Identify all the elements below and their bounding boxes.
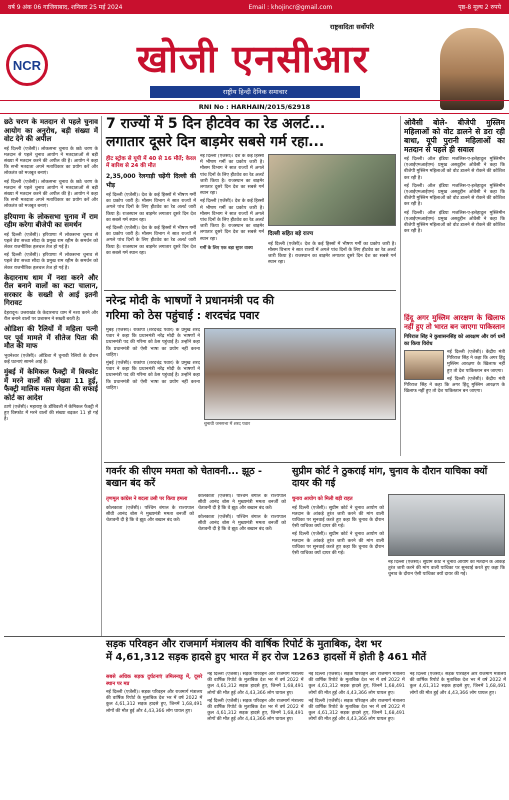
owaisi-body-repeat: नई दिल्ली। ऑल इंडिया मजलिस-ए-इत्तेहादुल मुस्लिमीन (एआईएमआईएम) प्रमुख असदुद्दीन ओवैसी ने कहा कि बीजेपी मुस्लिम महिलाओं को वोट डालने से रोकने की कोशिश कर रही है। bbox=[404, 183, 505, 208]
mamata-body-repeat: कोलकाता (एजेंसी)। पश्चिम बंगाल के राज्यपाल सीवी आनंद बोस ने मुख्यमंत्री ममता बनर्जी को चेतावनी दी है कि वे झूठ और बखान बंद करें। bbox=[198, 494, 286, 512]
mamata-headline[interactable]: गवर्नर की सीएम ममता को चेतावनी... झूठ - बखान बंद करें bbox=[106, 466, 262, 489]
pages-info: पृष्ठ-8 मूल्य 2 रुपये bbox=[458, 4, 501, 11]
divider-mamata bbox=[104, 462, 505, 463]
lead-body-col2: नई दिल्ली (एजेंसी)। देश के कई हिस्सों में भीषण गर्मी का प्रकोप जारी है। मौसम विभाग ने सात राज्यों में अगले पांच दिनों के लिए हीटवेव का रेड अलर्ट जारी किया है। राजस्थान का बाड़मेर लगातार दूसरे दिन देश का सबसे गर्म स्थान रहा। bbox=[200, 154, 264, 197]
mamata-body-repeat2: कोलकाता (एजेंसी)। पश्चिम बंगाल के राज्यपाल सीवी आनंद बोस ने मुख्यमंत्री ममता बनर्जी को चेतावनी दी है कि वे झूठ और बखान बंद करें। bbox=[198, 514, 286, 533]
lead-body-repeat: नई दिल्ली (एजेंसी)। देश के कई हिस्सों में भीषण गर्मी का प्रकोप जारी है। मौसम विभाग ने सात राज्यों में अगले पांच दिनों के लिए हीटवेव का रेड अलर्ट जारी किया है। राजस्थान का बाड़मेर लगातार दूसरे दिन देश का सबसे गर्म स्थान रहा। bbox=[106, 226, 196, 256]
road-headline-1[interactable]: सड़क परिवहन और राजमार्ग मंत्रालय की वार्षिक रिपोर्ट के मुताबिक, देश भर bbox=[106, 639, 382, 650]
lead-story-col3 bbox=[268, 228, 396, 284]
modi-story bbox=[106, 328, 200, 438]
story1-body-repeat: नई दिल्ली (एजेंसी)। लोकसभा चुनाव के छठे चरण के मतदान से पहले चुनाव आयोग ने मतदाताओं से बड़ी संख्या में मतदान करने की अपील की है। आयोग ने कहा कि सभी मतदाता अपने मताधिकार का प्रयोग करें और लोकतंत्र को मजबूत बनाएं। bbox=[4, 179, 98, 210]
story1-headline[interactable]: छठे चरण के मतदान से पहले चुनाव आयोग का अनुरोध, बड़ी संख्या में वोट देने की अपील bbox=[4, 118, 98, 143]
road-body-repeat3: नई दिल्ली (एजेंसी)। सड़क परिवहन और राजमार्ग मंत्रालय की वार्षिक रिपोर्ट के मुताबिक देश भर में वर्ष 2022 में कुल 4,61,312 सड़क हादसे हुए, जिनमें 1,68,491 लोगों की मौत हुई और 4,43,366 लोग घायल हुए। bbox=[308, 672, 405, 696]
left-column bbox=[4, 116, 98, 796]
divider-modi bbox=[104, 290, 396, 291]
tagline: राष्ट्रवादिता सर्वोपरि bbox=[330, 23, 374, 31]
lead-body: नई दिल्ली (एजेंसी)। देश के कई हिस्सों में भीषण गर्मी का प्रकोप जारी है। मौसम विभाग ने सात राज्यों में अगले पांच दिनों के लिए हीटवेव का रेड अलर्ट जारी किया है। राजस्थान का बाड़मेर लगातार दूसरे दिन देश का सबसे गर्म स्थान रहा। bbox=[106, 193, 196, 223]
lead-stat: 2,35,000 रेलगाड़ी चढ़ेंगी दिल्ली की भीड़ bbox=[106, 173, 196, 189]
lead-body-col3: नई दिल्ली (एजेंसी)। देश के कई हिस्सों में भीषण गर्मी का प्रकोप जारी है। मौसम विभाग ने सात राज्यों में अगले पांच दिनों के लिए हीटवेव का रेड अलर्ट जारी किया है। राजस्थान का बाड़मेर लगातार दूसरे दिन देश का सबसे गर्म स्थान रहा। bbox=[268, 241, 396, 266]
lead-headline-2[interactable]: लगातार दूसरे दिन बाड़मेर सबसे गर्म रहा... bbox=[106, 134, 325, 150]
sc-story bbox=[292, 494, 384, 634]
road-story bbox=[106, 672, 506, 796]
giriraj-body-repeat: नई दिल्ली (एजेंसी)। केंद्रीय मंत्री गिरिराज सिंह ने कहा कि अगर हिंदू मुस्लिम आरक्षण के खिलाफ नहीं हुए तो देश पाकिस्तान बन जाएगा। bbox=[404, 376, 505, 395]
lead-story bbox=[106, 154, 196, 284]
sc-body: नई दिल्ली (एजेंसी)। सुप्रीम कोर्ट ने चुनाव आयोग को मतदान के आंकड़े तुरंत जारी करने की मांग वाली याचिका पर सुनवाई करते हुए कहा कि चुनाव के दौरान ऐसी याचिका क्यों दायर की गई। bbox=[292, 505, 384, 530]
mamata-story bbox=[106, 494, 286, 634]
sc-body-repeat: नई दिल्ली (एजेंसी)। सुप्रीम कोर्ट ने चुनाव आयोग को मतदान के आंकड़े तुरंत जारी करने की मांग वाली याचिका पर सुनवाई करते हुए कहा कि चुनाव के दौरान ऐसी याचिका क्यों दायर की गई। bbox=[292, 532, 384, 556]
story3-headline[interactable]: केदारनाथ धाम में नशा करने और रील बनाने वालों का कटा चालान, सरकार के सख्ती से आई इतनी गिरावट bbox=[4, 273, 98, 308]
story2-body: नई दिल्ली (एजेंसी)। हरियाणा में लोकसभा चुनाव से पहले डेरा सच्चा सौदा के प्रमुख राम रहीम के समर्थन को लेकर राजनीतिक हलचल तेज हो गई है। bbox=[4, 232, 98, 250]
story3-body: देहरादून। उत्तराखंड के केदारनाथ धाम में नशा करने और रील बनाने वालों पर प्रशासन ने सख्ती बरती है। bbox=[4, 310, 98, 322]
issue-info: वर्ष 9 अंक 06 गाजियाबाद, शनिवार 25 मई 2024 bbox=[8, 4, 123, 11]
giriraj-photo bbox=[404, 350, 444, 380]
lead-subhead: हीट स्ट्रोक से यूपी में 40 से 16 मौतें; केरल में बारिश से 24 की मौत bbox=[106, 156, 196, 169]
subtag-banner: राष्ट्रीय हिन्दी दैनिक समाचार bbox=[150, 86, 360, 98]
giriraj-story bbox=[404, 312, 505, 462]
mamata-subhead: तृणमूल कांग्रेस ने बदला उसी पर किया हमला bbox=[106, 496, 188, 502]
sc-headline[interactable]: सुप्रीम कोर्ट ने ठुकराई मांग, चुनाव के दौरान याचिका क्यों दायर की गई bbox=[292, 466, 488, 489]
email-info[interactable]: Email : khojincr@gmail.com bbox=[248, 3, 333, 11]
giriraj-subhead: गिरिराज सिंह ने कुशासनसिंह को आरक्षण और वर्ग धर्मों का किया विरोध bbox=[404, 334, 505, 347]
story5-body: ठाणे (एजेंसी)। महाराष्ट्र के डोंबिवली में केमिकल फैक्ट्री में हुए विस्फोट में मरने वालों की संख्या बढ़कर 11 हो गई है। bbox=[4, 405, 98, 423]
pawar-photo bbox=[204, 328, 396, 420]
owaisi-headline[interactable]: ओवैसी बोले- बीजेपी मुस्लिम महिलाओं को वोट डालने से डरा रही बाधा, यूपी पुरानी महिलाओं का मतदान से पहले ही सवाल bbox=[404, 118, 505, 154]
lead-side-head: दिल्ली सहित बड़े राज्य bbox=[268, 231, 314, 237]
column-divider bbox=[101, 116, 102, 636]
road-body-repeat: नई दिल्ली (एजेंसी)। सड़क परिवहन और राजमार्ग मंत्रालय की वार्षिक रिपोर्ट के मुताबिक देश भर में वर्ष 2022 में कुल 4,61,312 सड़क हादसे हुए, जिनमें 1,68,491 लोगों की मौत हुई और 4,43,366 लोग घायल हुए। bbox=[207, 672, 304, 696]
sc-story-col2 bbox=[388, 560, 505, 634]
owaisi-body-repeat2: नई दिल्ली। ऑल इंडिया मजलिस-ए-इत्तेहादुल मुस्लिमीन (एआईएमआईएम) प्रमुख असदुद्दीन ओवैसी ने कहा कि बीजेपी मुस्लिम महिलाओं को वोट डालने से रोकने की कोशिश कर रही है। bbox=[404, 210, 505, 235]
mamata-body: कोलकाता (एजेंसी)। पश्चिम बंगाल के राज्यपाल सीवी आनंद बोस ने मुख्यमंत्री ममता बनर्जी को चेतावनी दी है कि वे झूठ और बखान बंद करें। bbox=[106, 505, 194, 523]
road-body-repeat2: नई दिल्ली (एजेंसी)। सड़क परिवहन और राजमार्ग मंत्रालय की वार्षिक रिपोर्ट के मुताबिक देश भर में वर्ष 2022 में कुल 4,61,312 सड़क हादसे हुए, जिनमें 1,68,491 लोगों की मौत हुई और 4,43,366 लोग घायल हुए। bbox=[207, 698, 304, 723]
story2-headline[interactable]: हरियाणा के लोकसभा चुनाव में राम रहीम करेगा बीजेपी का समर्थन bbox=[4, 212, 98, 230]
story4-headline[interactable]: ओडिशा की रैलियों में महिला पत्नी पर पूर्व मामले में सीतेज पिता की मौत की माफ bbox=[4, 325, 98, 351]
lead-headline-1[interactable]: 7 राज्यों में 5 दिन हीटवेव का रेड अलर्ट... bbox=[106, 116, 326, 132]
giriraj-headline[interactable]: हिंदू अगर मुस्लिम आरक्षण के खिलाफ नहीं हुए तो भारत बन जाएगा पाकिस्तान bbox=[404, 314, 505, 331]
modi-body-repeat: मुंबई (एजेंसी)। राकांपा (शरदचंद्र पवार) के प्रमुख शरद पवार ने कहा कि प्रधानमंत्री नरेंद्र मोदी के भाषणों ने प्रधानमंत्री पद की गरिमा को ठेस पहुंचाई है। उन्होंने कहा कि प्रधानमंत्री को ऐसी भाषा का प्रयोग नहीं करना चाहिए। bbox=[106, 361, 200, 391]
road-body-repeat4: नई दिल्ली (एजेंसी)। सड़क परिवहन और राजमार्ग मंत्रालय की वार्षिक रिपोर्ट के मुताबिक देश भर में वर्ष 2022 में कुल 4,61,312 सड़क हादसे हुए, जिनमें 1,68,491 लोगों की मौत हुई और 4,43,366 लोग घायल हुए। bbox=[308, 698, 405, 723]
top-info-bar bbox=[0, 0, 509, 14]
logo-text: NCR bbox=[12, 57, 42, 73]
modi-headline-1[interactable]: नरेन्द्र मोदी के भाषणों ने प्रधानमंत्री पद की bbox=[106, 294, 274, 307]
pawar-photo-caption: चुनावी जनसभा में शरद पवार bbox=[204, 422, 251, 427]
supreme-court-photo bbox=[388, 494, 505, 556]
road-headline-2[interactable]: में 4,61,312 सड़क हादसे हुए भारत में हर रोज 1263 हादसों में होती है 461 मौतें bbox=[106, 652, 427, 663]
owaisi-story bbox=[404, 116, 505, 306]
story4-body: भुवनेश्वर (एजेंसी)। ओडिशा में चुनावी रैलियों के दौरान कई घटनाएं सामने आई हैं। bbox=[4, 353, 98, 365]
owaisi-body: नई दिल्ली। ऑल इंडिया मजलिस-ए-इत्तेहादुल मुस्लिमीन (एआईएमआईएम) प्रमुख असदुद्दीन ओवैसी ने कहा कि बीजेपी मुस्लिम महिलाओं को वोट डालने से रोकने की कोशिश कर रही है। bbox=[404, 157, 505, 181]
lead-story-col2 bbox=[200, 154, 264, 244]
story2-body-repeat: नई दिल्ली (एजेंसी)। हरियाणा में लोकसभा चुनाव से पहले डेरा सच्चा सौदा के प्रमुख राम रहीम के समर्थन को लेकर राजनीतिक हलचल तेज हो गई है। bbox=[4, 253, 98, 271]
sc-body-col2: नई दिल्ली (एजेंसी)। सुप्रीम कोर्ट ने चुनाव आयोग को मतदान के आंकड़े तुरंत जारी करने की मांग वाली याचिका पर सुनवाई करते हुए कहा कि चुनाव के दौरान ऐसी याचिका क्यों दायर की गई। bbox=[388, 560, 505, 578]
lead-body-col2-repeat: नई दिल्ली (एजेंसी)। देश के कई हिस्सों में भीषण गर्मी का प्रकोप जारी है। मौसम विभाग ने सात राज्यों में अगले पांच दिनों के लिए हीटवेव का रेड अलर्ट जारी किया है। राजस्थान का बाड़मेर लगातार दूसरे दिन देश का सबसे गर्म स्थान रहा। bbox=[200, 199, 264, 242]
story1-body: नई दिल्ली (एजेंसी)। लोकसभा चुनाव के छठे चरण के मतदान से पहले चुनाव आयोग ने मतदाताओं से बड़ी संख्या में मतदान करने की अपील की है। आयोग ने कहा कि सभी मतदाता अपने मताधिकार का प्रयोग करें और लोकतंत्र को मजबूत बनाएं। bbox=[4, 146, 98, 177]
newspaper-title: खोजी एनसीआर bbox=[136, 37, 370, 81]
ncr-logo bbox=[6, 44, 48, 86]
modi-body: मुंबई (एजेंसी)। राकांपा (शरदचंद्र पवार) के प्रमुख शरद पवार ने कहा कि प्रधानमंत्री नरेंद्र मोदी के भाषणों ने प्रधानमंत्री पद की गरिमा को ठेस पहुंचाई है। उन्होंने कहा कि प्रधानमंत्री को ऐसी भाषा का प्रयोग नहीं करना चाहिए। bbox=[106, 328, 200, 358]
story5-headline[interactable]: मुंबई में केमिकल फैक्ट्री में विस्फोट में मरने वालों की संख्या 11 हुई, फैक्ट्री मालिक मलय मेहता की सफाई कोर्ट का आदेश bbox=[4, 368, 98, 402]
masthead bbox=[0, 14, 509, 100]
modi-headline-2[interactable]: गरिमा को ठेस पहुंचाई : शरदचंद्र पवार bbox=[106, 309, 260, 322]
road-subhead: सबसे अधिक सड़क दुर्घटनाएं तमिलनाडु में, दूसरे स्थान पर मप्र bbox=[106, 674, 203, 687]
heatwave-photo bbox=[268, 154, 396, 226]
sc-subhead: चुनाव आयोग को मिली बड़ी राहत bbox=[292, 496, 353, 502]
portrait-photo bbox=[440, 28, 504, 110]
divider-road bbox=[4, 636, 505, 637]
giriraj-body: नई दिल्ली (एजेंसी)। केंद्रीय मंत्री गिरिराज सिंह ने कहा कि अगर हिंदू मुस्लिम आरक्षण के खिलाफ नहीं हुए तो देश पाकिस्तान बन जाएगा। bbox=[447, 350, 505, 374]
road-body: नई दिल्ली (एजेंसी)। सड़क परिवहन और राजमार्ग मंत्रालय की वार्षिक रिपोर्ट के मुताबिक देश भर में वर्ष 2022 में कुल 4,61,312 सड़क हादसे हुए, जिनमें 1,68,491 लोगों की मौत हुई और 4,43,366 लोग घायल हुए। bbox=[106, 690, 203, 714]
rni-number: RNI No : HARHAIN/2015/62918 bbox=[0, 100, 509, 114]
heatwave-photo-caption: गर्मी के लिए एक बड़ा सुपर वाक्य bbox=[200, 246, 253, 251]
road-body-repeat5: नई दिल्ली (एजेंसी)। सड़क परिवहन और राजमार्ग मंत्रालय की वार्षिक रिपोर्ट के मुताबिक देश भर में वर्ष 2022 में कुल 4,61,312 सड़क हादसे हुए, जिनमें 1,68,491 लोगों की मौत हुई और 4,43,366 लोग घायल हुए। bbox=[409, 672, 506, 696]
right-divider bbox=[400, 116, 401, 456]
